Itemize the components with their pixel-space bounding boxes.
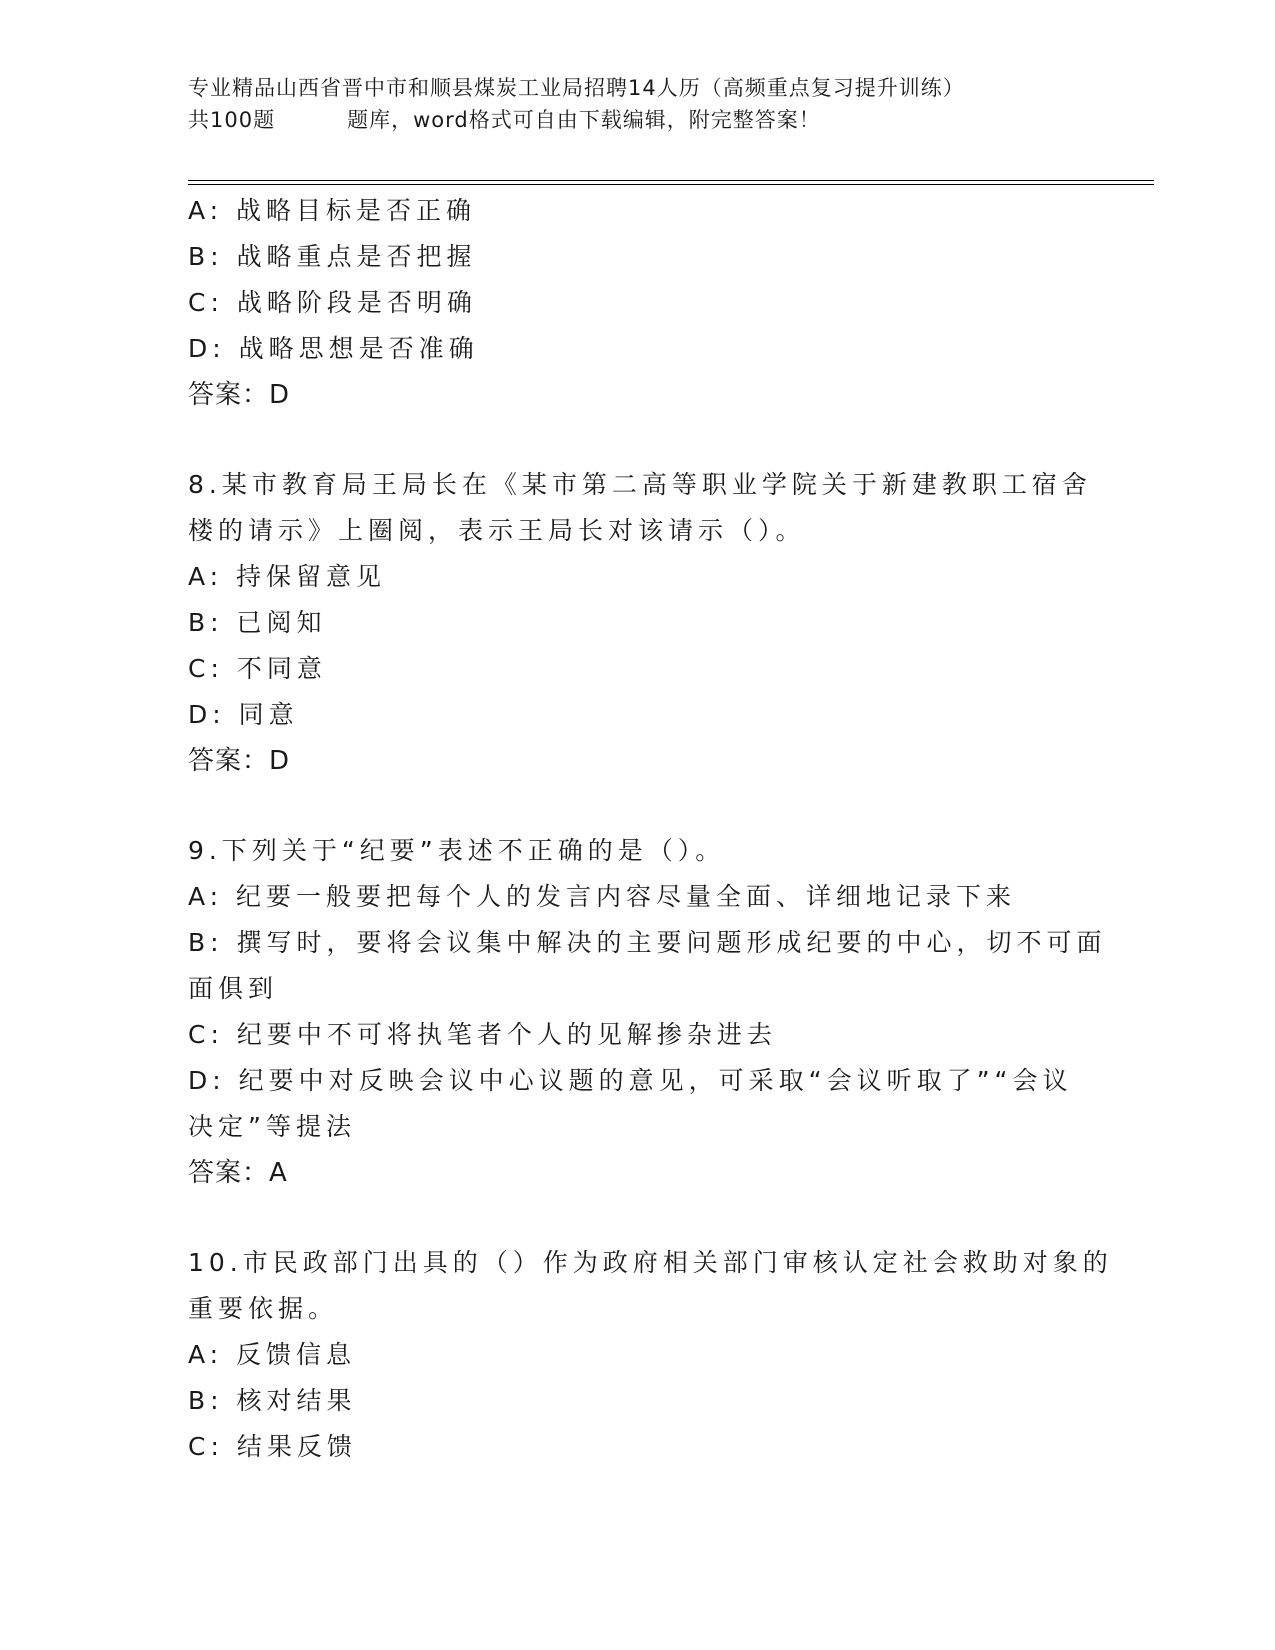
question-spacer: [188, 784, 1088, 828]
header-divider-top: [188, 180, 1154, 181]
q9-option-d-line2: 决定”等提法: [188, 1112, 356, 1141]
question-spacer: [188, 1196, 1088, 1240]
header-divider-bottom: [188, 184, 1154, 185]
q8-stem-line1: 8.某市教育局王局长在《某市第二高等职业学院关于新建教职工宿舍: [188, 470, 1092, 499]
question-content: [188, 188, 1113, 1470]
header-question-count: 共100题: [188, 108, 276, 132]
q8-option-c: C: 不同意: [188, 654, 327, 683]
q8-option-d: D: 同意: [188, 700, 299, 729]
q9-option-a: A: 纪要一般要把每个人的发言内容尽量全面、详细地记录下来: [188, 882, 1017, 911]
q8-option-a: A: 持保留意见: [188, 562, 387, 591]
q10-stem-line1: 10.市民政部门出具的（）作为政府相关部门审核认定社会救助对象的: [188, 1248, 1113, 1277]
q7-option-a: A: 战略目标是否正确: [188, 196, 477, 225]
q9-option-b-line2: 面俱到: [188, 974, 279, 1003]
q9-answer: 答案：A: [188, 1158, 288, 1188]
q7-option-d: D: 战略思想是否准确: [188, 334, 479, 363]
q7-answer: 答案：D: [188, 380, 291, 410]
q9-option-b-line1: B: 撰写时，要将会议集中解决的主要问题形成纪要的中心，切不可面: [188, 928, 1107, 957]
q8-stem-line2: 楼的请示》上圈阅，表示王局长对该请示（）。: [188, 516, 806, 545]
q9-option-d-line1: D: 纪要中对反映会议中心议题的意见，可采取“会议听取了”“会议: [188, 1066, 1073, 1095]
q8-answer: 答案：D: [188, 746, 291, 776]
q9-stem: 9.下列关于“纪要”表述不正确的是（）。: [188, 836, 726, 865]
q10-option-a: A: 反馈信息: [188, 1340, 357, 1369]
header-title-line2: [188, 104, 1088, 136]
q8-option-b: B: 已阅知: [188, 608, 327, 637]
q10-option-c: C: 结果反馈: [188, 1432, 357, 1461]
q10-stem-line2: 重要依据。: [188, 1294, 339, 1323]
page-header: [188, 72, 1088, 136]
q7-option-b: B: 战略重点是否把握: [188, 242, 477, 271]
q10-option-b: B: 核对结果: [188, 1386, 357, 1415]
question-spacer: [188, 418, 1088, 462]
header-description: 题库，word格式可自由下载编辑，附完整答案！: [347, 108, 821, 132]
q7-option-c: C: 战略阶段是否明确: [188, 288, 477, 317]
header-title-line1: 专业精品山西省晋中市和顺县煤炭工业局招聘14人历（高频重点复习提升训练）: [188, 76, 965, 100]
q9-option-c: C: 纪要中不可将执笔者个人的见解掺杂进去: [188, 1020, 777, 1049]
